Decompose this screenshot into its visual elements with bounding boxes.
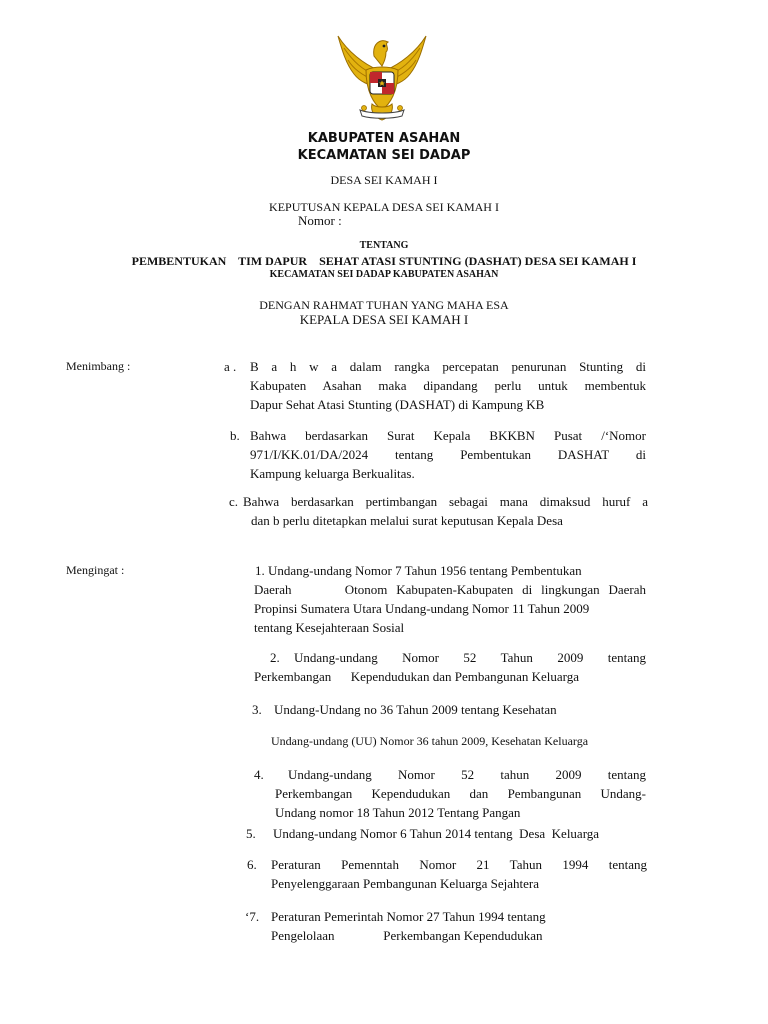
mengingat-marker-3: 3. — [252, 702, 262, 717]
district-name: KECAMATAN SEI DADAP — [297, 148, 471, 163]
mengingat-item-4 — [288, 765, 646, 784]
mengingat-marker-7: ‘7. — [245, 909, 260, 924]
decree-title: KEPUTUSAN KEPALA DESA SEI KAMAH I — [269, 200, 499, 214]
mengingat-item-7 — [271, 907, 647, 945]
mengingat-item-5: Undang-undang Nomor 6 Tahun 2014 tentang Desa Keluarga — [273, 826, 600, 841]
mengingat-item-3-note: Undang-undang (UU) Nomor 36 tahun 2009, Kesehatan Keluarga — [271, 734, 589, 748]
text-line: Dapur Sehat Atasi Stunting (DASHAT) di Kampung KB — [250, 397, 545, 412]
text-line: Perkembangan Kependudukan dan Pembangunan Undang- — [275, 786, 646, 801]
village-name: DESA SEI KAMAH I — [330, 173, 438, 187]
mengingat-item-1 — [268, 561, 646, 580]
garuda-emblem-icon — [334, 30, 430, 124]
decree-subject: PEMBENTUKAN TIM DAPUR SEHAT ATASI STUNTING (DASHAT) DESA SEI KAMAH I — [131, 254, 637, 268]
text-line: Undang nomor 18 Tahun 2012 Tentang Pangan — [275, 805, 521, 820]
mengingat-marker-1: 1. — [255, 563, 265, 578]
text-line: Bahwa berdasarkan Surat Kepala BKKBN Pusat /‘Nomor — [250, 428, 646, 443]
blessing-line: DENGAN RAHMAT TUHAN YANG MAHA ESA — [259, 298, 509, 312]
menimbang-item-a — [250, 357, 646, 414]
menimbang-item-b — [250, 426, 646, 483]
text-line: Undang-undang Nomor 52 Tahun 2009 tentang — [294, 650, 646, 665]
text-line: Peraturan Pemenntah Nomor 21 Tahun 1994 tentang — [271, 857, 647, 872]
village-head-title: KEPALA DESA SEI KAMAH I — [299, 312, 469, 327]
mengingat-marker-5: 5. — [246, 826, 256, 841]
mengingat-marker-4: 4. — [254, 767, 264, 782]
mengingat-label: Mengingat : — [66, 563, 125, 577]
mengingat-item-6 — [271, 855, 647, 893]
menimbang-marker-c: c. — [229, 494, 239, 509]
text-line: Kabupaten Asahan maka dipandang perlu untuk membentuk — [250, 378, 646, 393]
mengingat-marker-6: 6. — [247, 857, 257, 872]
mengingat-item-2 — [294, 648, 646, 667]
text-line: 971/I/KK.01/DA/2024 tentang Pembentukan DASHAT di — [250, 447, 646, 462]
decree-number: Nomor : — [298, 213, 342, 228]
regency-name: KABUPATEN ASAHAN — [307, 131, 461, 146]
text-line: B a h w a dalam rangka percepatan penurunan Stunting di — [250, 359, 646, 374]
text-line: Peraturan Pemerintah Nomor 27 Tahun 1994 tentang — [271, 909, 546, 924]
text-line: Undang-undang Nomor 7 Tahun 1956 tentang Pembentukan — [268, 563, 582, 578]
text-line: Kampung keluarga Berkualitas. — [250, 466, 415, 481]
menimbang-marker-a: a . — [224, 359, 237, 374]
text-line: Undang-undang Nomor 52 tahun 2009 tentang — [288, 767, 646, 782]
text-line: Daerah Otonom Kabupaten-Kabupaten di lingkungan Daerah — [254, 582, 646, 597]
text-line: Penyelenggaraan Pembangunan Keluarga Sejahtera — [271, 876, 539, 891]
text-line: dan b perlu ditetapkan melalui surat keputusan Kepala Desa — [251, 513, 563, 528]
mengingat-item-4-cont — [275, 784, 646, 822]
menimbang-label: Menimbang : — [66, 359, 131, 373]
mengingat-item-3: Undang-Undang no 36 Tahun 2009 tentang Kesehatan — [274, 702, 557, 717]
menimbang-marker-b: b. — [230, 428, 240, 443]
about-label: TENTANG — [359, 240, 409, 251]
mengingat-item-1-cont — [254, 580, 646, 637]
menimbang-item-c — [243, 492, 648, 530]
text-line: Pengelolaan Perkembangan Kependudukan — [271, 928, 543, 943]
text-line: Propinsi Sumatera Utara Undang-undang Nomor 11 Tahun 2009 — [254, 601, 590, 616]
text-line: Bahwa berdasarkan pertimbangan sebagai mana dimaksud huruf a — [243, 494, 648, 509]
mengingat-marker-2: 2. — [270, 650, 280, 665]
mengingat-item-2-cont: Perkembangan Kependudukan dan Pembangunan Keluarga — [254, 669, 580, 684]
text-line: tentang Kesejahteraan Sosial — [254, 620, 405, 635]
decree-subject-location: KECAMATAN SEI DADAP KABUPATEN ASAHAN — [269, 269, 499, 280]
